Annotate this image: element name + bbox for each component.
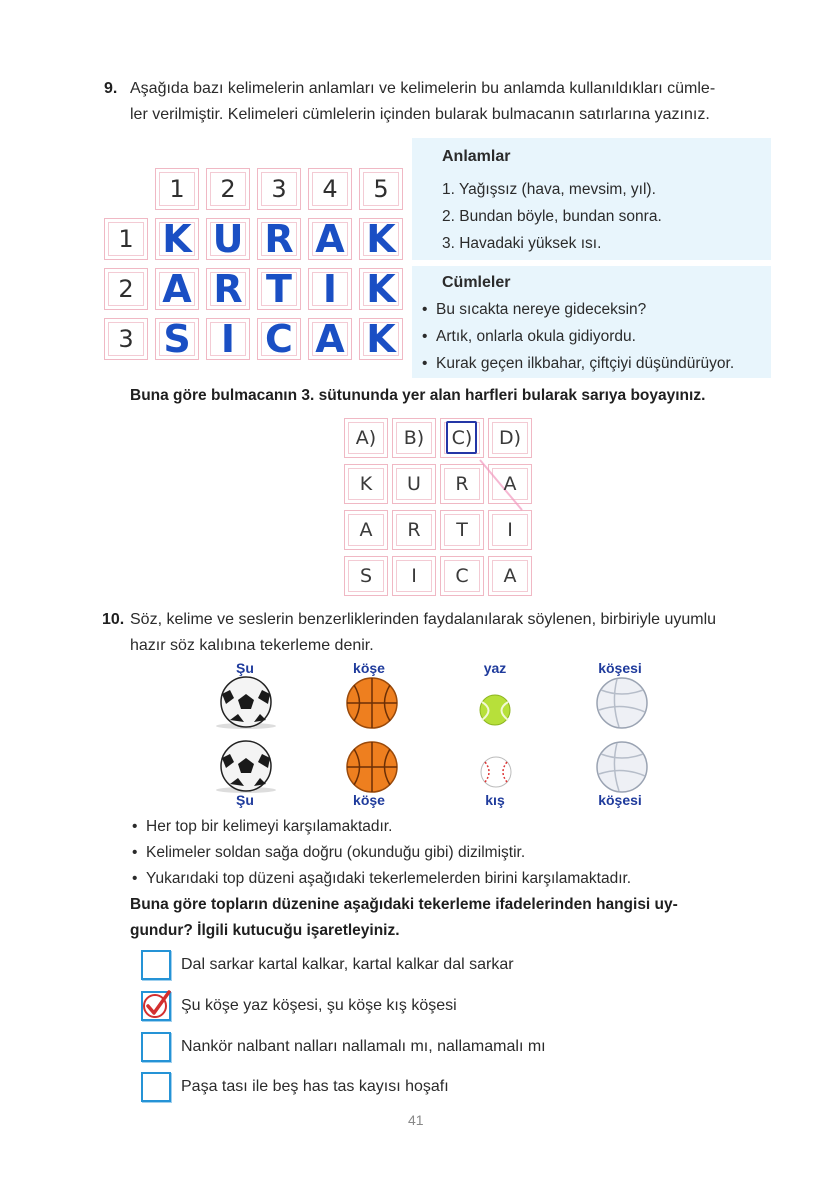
page-number: 41 bbox=[408, 1112, 424, 1128]
sentence-item: • Bu sıcakta nereye gideceksin? bbox=[422, 301, 647, 318]
baseball-icon bbox=[477, 754, 515, 790]
col-header-cell: 4 bbox=[308, 168, 352, 210]
grid-cell[interactable]: I bbox=[206, 318, 250, 360]
option-text: Nankör nalbant nalları nallamalı mı, nallamamalı mı bbox=[181, 1038, 546, 1055]
col-header-cell: 2 bbox=[206, 168, 250, 210]
sentence-item: • Kurak geçen ilkbahar, çiftçiyi düşündürüyor. bbox=[422, 355, 735, 372]
basketball-icon bbox=[337, 676, 407, 730]
option-text: Şu köşe yaz köşesi, şu köşe kış köşesi bbox=[181, 997, 457, 1014]
row-header-cell: 1 bbox=[104, 218, 148, 260]
answer-cell: C bbox=[440, 556, 484, 596]
volleyball-icon bbox=[587, 740, 657, 794]
q10-question bbox=[130, 892, 770, 944]
meanings-title: Anlamlar bbox=[442, 148, 511, 165]
q10-text bbox=[130, 607, 780, 659]
answer-cell: R bbox=[440, 464, 484, 504]
grid-cell[interactable]: R bbox=[206, 268, 250, 310]
q10-question-line2: gundur? İlgili kutucuğu işaretleyiniz. bbox=[130, 922, 400, 939]
option-checkbox[interactable] bbox=[141, 1032, 171, 1062]
grid-cell[interactable]: A bbox=[155, 268, 199, 310]
option-checkbox[interactable] bbox=[141, 1072, 171, 1102]
soccer-ball-icon bbox=[210, 740, 282, 794]
q9-number: 9. bbox=[104, 80, 118, 97]
answer-cell: I bbox=[392, 556, 436, 596]
grid-cell[interactable]: K bbox=[359, 218, 403, 260]
answer-cell: A bbox=[344, 510, 388, 550]
answer-cell: S bbox=[344, 556, 388, 596]
option-checkbox[interactable] bbox=[141, 950, 171, 980]
answer-option-c[interactable]: C) bbox=[440, 418, 484, 458]
volleyball-icon bbox=[587, 676, 657, 730]
ball-label: köşesi bbox=[598, 792, 642, 808]
col-header-cell: 1 bbox=[155, 168, 199, 210]
ball-label: köşe bbox=[353, 792, 385, 808]
col-header-cell: 3 bbox=[257, 168, 301, 210]
grid-cell[interactable]: R bbox=[257, 218, 301, 260]
ball-label: kış bbox=[485, 792, 505, 808]
grid-cell[interactable]: K bbox=[359, 268, 403, 310]
ball-label: Şu bbox=[236, 660, 254, 676]
answer-option-d[interactable]: D) bbox=[488, 418, 532, 458]
q10-question-line1: Buna göre topların düzenine aşağıdaki tekerleme ifadelerinden hangisi uy- bbox=[130, 896, 678, 913]
q9-instruction: Buna göre bulmacanın 3. sütununda yer alan harfleri bularak sarıya boyayınız. bbox=[130, 387, 706, 404]
meaning-item: 1. Yağışsız (hava, mevsim, yıl). bbox=[442, 181, 656, 198]
option-text: Dal sarkar kartal kalkar, kartal kalkar dal sarkar bbox=[181, 956, 514, 973]
meanings-panel bbox=[412, 138, 771, 260]
ball-label: Şu bbox=[236, 792, 254, 808]
ball-label: köşesi bbox=[598, 660, 642, 676]
meaning-item: 3. Havadaki yüksek ısı. bbox=[442, 235, 602, 252]
sentences-panel bbox=[412, 266, 771, 378]
answer-cell: U bbox=[392, 464, 436, 504]
q10-number: 10. bbox=[102, 611, 125, 628]
q9-text bbox=[130, 76, 770, 128]
answer-cell: I bbox=[488, 510, 532, 550]
col-header-cell: 5 bbox=[359, 168, 403, 210]
grid-cell[interactable]: T bbox=[257, 268, 301, 310]
ball-label: köşe bbox=[353, 660, 385, 676]
answer-cell: A bbox=[488, 556, 532, 596]
ball-label: yaz bbox=[483, 660, 507, 676]
grid-cell[interactable]: S bbox=[155, 318, 199, 360]
grid-cell[interactable]: K bbox=[359, 318, 403, 360]
option-text: Paşa tası ile beş has tas kayısı hoşafı bbox=[181, 1078, 449, 1095]
answer-option-b[interactable]: B) bbox=[392, 418, 436, 458]
tennis-ball-icon bbox=[474, 692, 516, 728]
q10-bullet: • Yukarıdaki top düzeni aşağıdaki tekerlemelerden birini karşılamaktadır. bbox=[132, 870, 632, 887]
q9-text-line1: Aşağıda bazı kelimelerin anlamları ve kelimelerin bu anlamda kullanıldıkları cümle- bbox=[130, 80, 716, 97]
grid-cell[interactable]: I bbox=[308, 268, 352, 310]
q10-bullet: • Kelimeler soldan sağa doğru (okunduğu gibi) dizilmiştir. bbox=[132, 844, 526, 861]
answer-option-a[interactable]: A) bbox=[344, 418, 388, 458]
grid-cell[interactable]: C bbox=[257, 318, 301, 360]
q10-text-line2: hazır söz kalıbına tekerleme denir. bbox=[130, 637, 374, 654]
answer-cell: K bbox=[344, 464, 388, 504]
answer-cell: A bbox=[488, 464, 532, 504]
q10-text-line1: Söz, kelime ve seslerin benzerliklerinden faydalanılarak söylenen, birbiriyle uyumlu bbox=[130, 611, 717, 628]
answer-cell: T bbox=[440, 510, 484, 550]
grid-cell[interactable]: A bbox=[308, 218, 352, 260]
grid-cell[interactable]: K bbox=[155, 218, 199, 260]
basketball-icon bbox=[337, 740, 407, 794]
q10-bullet: • Her top bir kelimeyi karşılamaktadır. bbox=[132, 818, 393, 835]
q9-text-line2: ler verilmiştir. Kelimeleri cümlelerin içinden bularak bulmacanın satırlarına yazınız. bbox=[130, 106, 710, 123]
answer-cell: R bbox=[392, 510, 436, 550]
grid-cell[interactable]: A bbox=[308, 318, 352, 360]
sentence-item: • Artık, onlarla okula gidiyordu. bbox=[422, 328, 636, 345]
row-header-cell: 2 bbox=[104, 268, 148, 310]
checkmark-icon bbox=[139, 986, 175, 1022]
row-header-cell: 3 bbox=[104, 318, 148, 360]
grid-cell[interactable]: U bbox=[206, 218, 250, 260]
sentences-title: Cümleler bbox=[442, 274, 511, 291]
meaning-item: 2. Bundan böyle, bundan sonra. bbox=[442, 208, 662, 225]
soccer-ball-icon bbox=[210, 676, 282, 730]
